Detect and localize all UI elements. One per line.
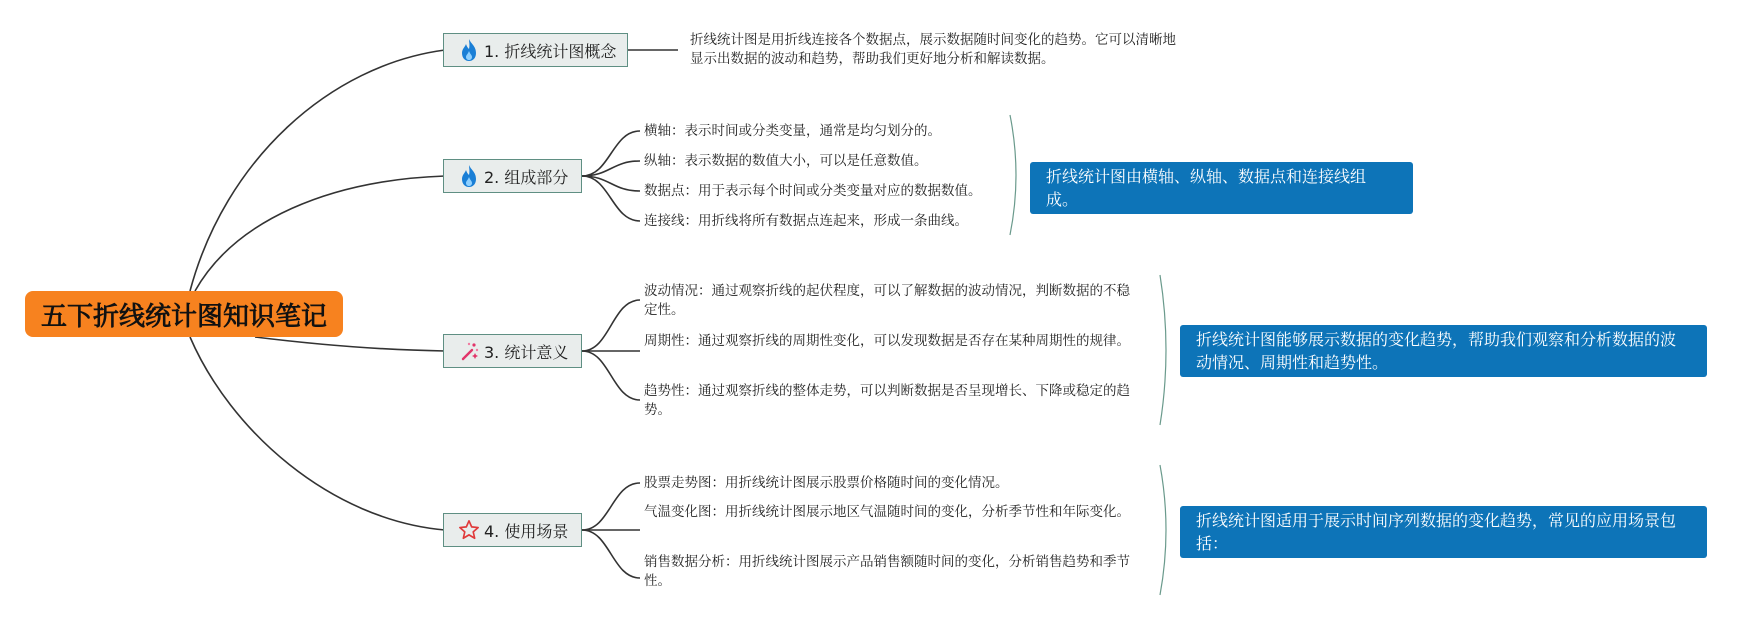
branch-label: 3. 统计意义 <box>484 342 569 362</box>
branch-use-cases[interactable] <box>443 513 582 547</box>
significance-item: 周期性：通过观察折线的周期性变化，可以发现数据是否存在某种周期性的规律。 <box>644 333 1130 349</box>
star-icon <box>458 518 480 542</box>
component-item: 纵轴：表示数据的数值大小，可以是任意数值。 <box>644 153 928 169</box>
branch-label: 4. 使用场景 <box>484 521 569 541</box>
branch-label: 1. 折线统计图概念 <box>484 41 617 61</box>
significance-item: 波动情况：通过观察折线的起伏程度，可以了解数据的波动情况，判断数据的不稳定性。 <box>644 283 1130 318</box>
branch-components[interactable] <box>443 159 582 193</box>
use-case-item: 股票走势图：用折线统计图展示股票价格随时间的变化情况。 <box>644 475 1009 491</box>
root-topic[interactable] <box>25 291 343 337</box>
branch-significance[interactable] <box>443 334 582 368</box>
components-summary: 折线统计图由横轴、纵轴、数据点和连接线组成。 <box>1030 162 1413 214</box>
magic-wand-icon <box>458 339 480 363</box>
use-case-item: 气温变化图：用折线统计图展示地区气温随时间的变化，分析季节性和年际变化。 <box>644 504 1130 520</box>
component-item: 横轴：表示时间或分类变量，通常是均匀划分的。 <box>644 123 941 139</box>
component-item: 连接线：用折线将所有数据点连起来，形成一条曲线。 <box>644 213 968 229</box>
fire-icon <box>458 38 480 62</box>
concept-description: 折线统计图是用折线连接各个数据点，展示数据随时间变化的趋势。它可以清晰地显示出数据的波动和趋势，帮助我们更好地分析和解读数据。 <box>690 32 1176 67</box>
branch-concept[interactable] <box>443 33 628 67</box>
significance-item: 趋势性：通过观察折线的整体走势，可以判断数据是否呈现增长、下降或稳定的趋势。 <box>644 383 1130 418</box>
use-cases-summary: 折线统计图适用于展示时间序列数据的变化趋势，常见的应用场景包括： <box>1180 506 1707 558</box>
branch-label: 2. 组成部分 <box>484 167 569 187</box>
component-item: 数据点：用于表示每个时间或分类变量对应的数据数值。 <box>644 183 982 199</box>
significance-summary: 折线统计图能够展示数据的变化趋势，帮助我们观察和分析数据的波动情况、周期性和趋势性。 <box>1180 325 1707 377</box>
root-title: 五下折线统计图知识笔记 <box>40 301 327 332</box>
use-case-item: 销售数据分析：用折线统计图展示产品销售额随时间的变化，分析销售趋势和季节性。 <box>644 554 1130 589</box>
fire-icon <box>458 164 480 188</box>
